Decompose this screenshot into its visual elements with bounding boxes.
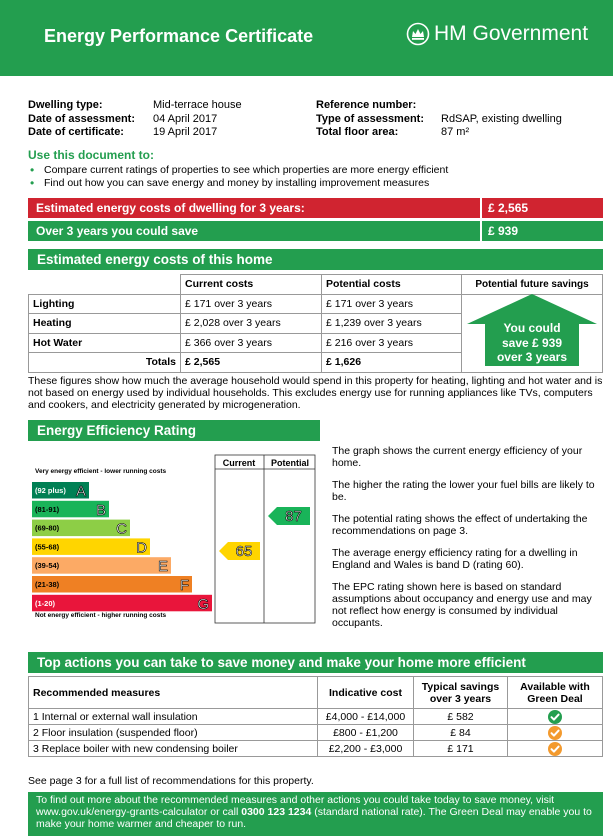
dwelling-info-right (316, 99, 562, 140)
measure-name: 1 Internal or external wall insulation (29, 709, 318, 725)
col-current: Current (222, 458, 256, 468)
row-name: Lighting (29, 294, 181, 314)
band-letter: F (179, 577, 189, 594)
list-item: • Find out how you can save energy and money by installing improvement measures (28, 177, 448, 190)
footer-line: make your home warmer and cheaper to run. (36, 818, 247, 830)
savings-line-1: You could (503, 321, 561, 335)
savings-arrow (467, 294, 597, 366)
band-letter: G (197, 595, 209, 613)
crown-crest-icon (406, 22, 430, 46)
rating-paragraph: The EPC rating shown here is based on standard assumptions about occupancy and energy use and may not reflect how energy is consumed by individual occupants. (332, 581, 592, 629)
certificate-date-label: Date of certificate: (28, 126, 124, 138)
use-document-heading: Use this document to: (28, 148, 155, 162)
band-range-label: (69-80) (35, 523, 60, 533)
table-row (29, 725, 603, 741)
col-savings: Typical savings over 3 years (414, 677, 508, 709)
reference-label: Reference number: (316, 99, 417, 111)
floor-area-label: Total floor area: (316, 126, 399, 138)
rating-section-heading: Energy Efficiency Rating (28, 420, 320, 441)
row-potential: £ 1,239 over 3 years (322, 314, 462, 334)
gov-name: HM Government (434, 22, 589, 45)
floor-area-value: 87 m² (441, 126, 470, 138)
band-letter: A (75, 483, 86, 500)
measure-savings: £ 84 (414, 725, 508, 741)
rating-paragraph: The average energy efficiency rating for a dwelling in England and Wales is band D (rating 60). (332, 547, 578, 571)
efficiency-rating-chart (30, 453, 318, 629)
costs-section-heading: Estimated energy costs of this home (28, 249, 603, 270)
band-letter: B (95, 501, 106, 519)
check-circle-icon (548, 726, 562, 740)
measure-cost: £2,200 - £3,000 (318, 741, 414, 757)
col-current-costs: Current costs (181, 275, 322, 295)
rating-paragraph: The higher the rating the lower your fuel bills are likely to be. (332, 479, 595, 503)
col-cost: Indicative cost (318, 677, 414, 709)
assessment-type-label: Type of assessment: (316, 112, 425, 125)
totals-current: £ 2,565 (181, 353, 322, 373)
use-document-list (28, 164, 448, 190)
band-range-label: (39-54) (35, 561, 60, 571)
row-current: £ 2,028 over 3 years (181, 314, 322, 334)
savings-line-2: save £ 939 (501, 336, 563, 350)
estimated-costs-label: Estimated energy costs of dwelling for 3 years: (36, 201, 305, 215)
rating-markers (219, 507, 310, 560)
could-save-bar (28, 221, 603, 241)
rating-paragraph: The potential rating shows the effect of undertaking the recommendations on page 3. (332, 513, 588, 537)
col-future-savings: Potential future savings (462, 275, 603, 295)
list-item: • Compare current ratings of properties to see which properties are more energy efficient (28, 164, 448, 177)
row-potential: £ 171 over 3 years (322, 294, 462, 314)
measure-savings: £ 582 (414, 709, 508, 725)
phone-number: 0300 123 1234 (241, 806, 312, 818)
col-potential-costs: Potential costs (322, 275, 462, 295)
col-green-deal: Available with Green Deal (508, 677, 603, 709)
totals-label: Totals (29, 353, 181, 373)
measure-cost: £4,000 - £14,000 (318, 709, 414, 725)
rating-columns-frame (215, 455, 315, 623)
row-name: Heating (29, 314, 181, 334)
assessment-date-value: 04 April 2017 (153, 112, 218, 125)
potential-rating-value: 87 (285, 508, 302, 525)
check-circle-icon (548, 710, 562, 724)
band-letter: D (136, 539, 147, 557)
row-current: £ 171 over 3 years (181, 294, 322, 314)
band-range-label: (81-91) (35, 504, 60, 514)
band-range-label: (92 plus) (35, 486, 66, 495)
could-save-value: £ 939 (480, 221, 603, 241)
assessment-type-value: RdSAP, existing dwelling (441, 112, 562, 125)
col-measure: Recommended measures (29, 677, 318, 709)
measure-cost: £800 - £1,200 (318, 725, 414, 741)
header-banner (0, 0, 613, 76)
rating-bands (32, 482, 212, 613)
top-note: Very energy efficient - lower running costs (35, 468, 167, 475)
rating-explanation (332, 445, 604, 639)
costs-explanation: These figures show how much the average household would spend in this property for heating, lighting and hot water and is not based on energy used by individual households. This excludes energy use for running appliances like TVs, computers and cookers, and electricity generated by microgeneration. (28, 375, 603, 411)
measure-savings: £ 171 (414, 741, 508, 757)
band-g (32, 595, 212, 612)
could-save-label: Over 3 years you could save (36, 224, 199, 238)
band-letter: C (116, 520, 127, 538)
assessment-date-label: Date of assessment: (28, 112, 135, 125)
row-current: £ 366 over 3 years (181, 333, 322, 353)
row-potential: £ 216 over 3 years (322, 333, 462, 353)
bottom-note: Not energy efficient - higher running costs (35, 612, 167, 619)
document-title: Energy Performance Certificate (44, 26, 314, 46)
footer-banner (28, 792, 603, 836)
grants-calculator-link[interactable]: www.gov.uk/energy-grants-calculator or call (36, 806, 239, 818)
band-range-label: (55-68) (35, 542, 60, 552)
see-page-note: See page 3 for a full list of recommendations for this property. (28, 775, 314, 787)
actions-section-heading: Top actions you can take to save money and make your home more efficient (28, 652, 603, 673)
footer-line: To find out more about the recommended measures and other actions you could take today to save money, visit (36, 794, 555, 806)
dwelling-info-left (28, 99, 242, 140)
table-row (29, 741, 603, 757)
estimated-costs-value: £ 2,565 (480, 198, 603, 218)
dwelling-type-value: Mid-terrace house (153, 99, 242, 111)
measure-name: 2 Floor insulation (suspended floor) (29, 725, 318, 741)
check-circle-icon (548, 742, 562, 756)
totals-potential: £ 1,626 (322, 353, 462, 373)
band-range-label: (21-38) (35, 580, 60, 589)
footer-line: (standard national rate). The Green Deal may enable you to (314, 806, 592, 818)
band-range-label: (1-20) (35, 598, 56, 608)
current-rating-value: 65 (235, 542, 253, 560)
actions-table (28, 676, 603, 757)
col-potential: Potential (270, 458, 310, 468)
row-name: Hot Water (29, 333, 181, 353)
table-row (29, 709, 603, 725)
rating-paragraph: The graph shows the current energy efficiency of your home. (332, 445, 583, 469)
dwelling-type-label: Dwelling type: (28, 99, 103, 111)
certificate-date-value: 19 April 2017 (153, 126, 218, 138)
gov-logo (406, 22, 588, 46)
measure-name: 3 Replace boiler with new condensing boiler (29, 741, 318, 757)
estimated-costs-bar (28, 198, 603, 218)
savings-line-3: over 3 years (496, 350, 568, 364)
band-letter: E (157, 558, 168, 576)
